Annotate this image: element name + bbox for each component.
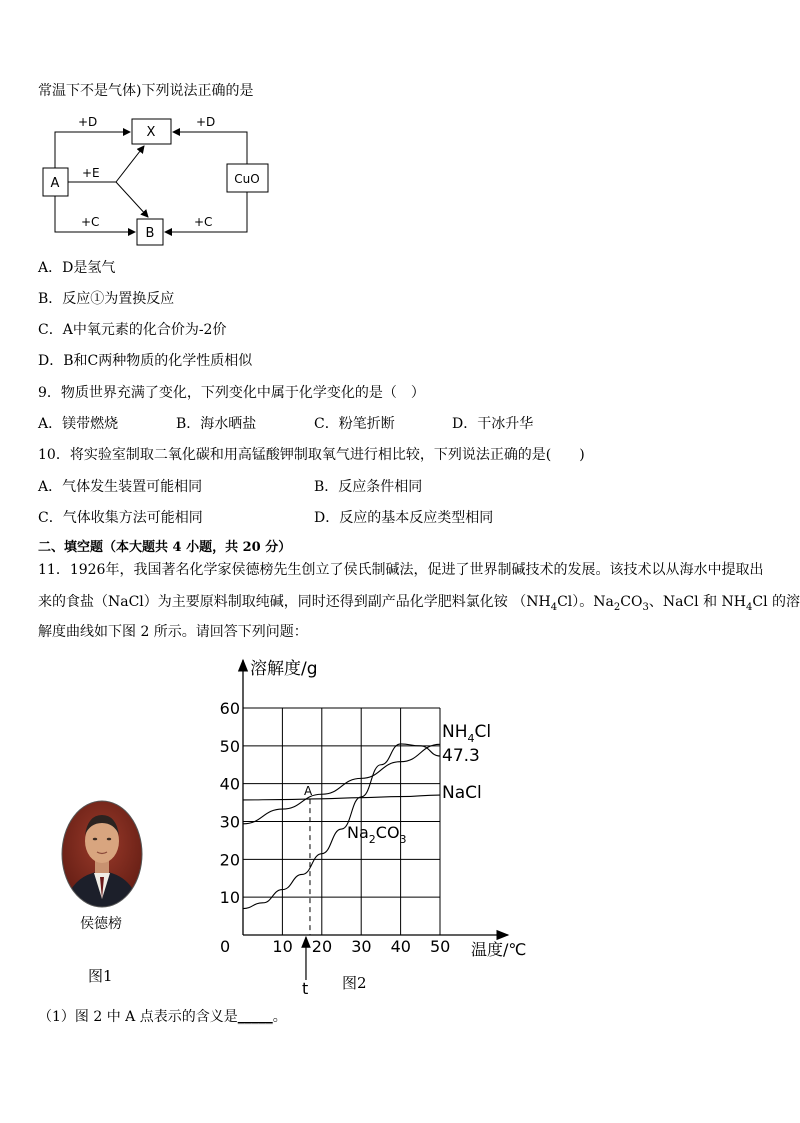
x-tick-label: 20 xyxy=(311,937,333,956)
q10-option-b: B．反应条件相同 xyxy=(314,479,423,495)
q11-1-blank[interactable]: _____ xyxy=(237,1009,273,1025)
q11-line-2 xyxy=(38,593,800,617)
series-line-nacl xyxy=(243,795,440,800)
q11-sub-3: 3 xyxy=(642,601,649,613)
y-tick-label: 10 xyxy=(219,888,240,908)
node-x-label: X xyxy=(146,125,156,140)
q9-option-d: D．干冰升华 xyxy=(452,416,534,432)
q11-line-2-e: Cl 的溶 xyxy=(752,594,800,610)
x-tick-label: 30 xyxy=(351,937,372,956)
y-tick-label: 50 xyxy=(219,736,240,756)
x-tick-label: 40 xyxy=(390,937,411,956)
series-label-na2co3: $Na_2CO_3$ xyxy=(347,823,407,846)
q11-line-2-c: CO xyxy=(620,594,643,610)
series-line-na2co3 xyxy=(243,744,440,909)
q11-1-text: （1）图 2 中 A 点表示的含义是 xyxy=(38,1009,238,1025)
x-tick-label: 10 xyxy=(272,937,293,956)
q9-option-b: B．海水晒盐 xyxy=(176,416,257,432)
q8-option-d: D．B和C两种物质的化学性质相似 xyxy=(38,353,253,369)
chart-ticks xyxy=(220,699,451,956)
q9-option-a: A．镁带燃烧 xyxy=(38,416,119,432)
q8-option-c: C．A中氧元素的化合价为-2价 xyxy=(38,322,227,338)
point-a-label: A xyxy=(303,784,313,799)
section-2-title: 二、填空题（本大题共 4 小题，共 20 分） xyxy=(38,540,292,555)
portrait-figure xyxy=(60,799,144,909)
y-tick-label: 30 xyxy=(219,812,240,832)
q11-sub-question-1 xyxy=(38,1008,287,1026)
edge-e-x xyxy=(116,146,144,182)
series-label-nacl: NaCl xyxy=(442,783,482,803)
q9-option-c: C．粉笔折断 xyxy=(314,416,395,432)
x-axis-label: 温度/℃ xyxy=(471,940,527,959)
figure-1-caption: 图1 xyxy=(88,967,113,985)
series-label-nh4cl: $NH_4Cl$ xyxy=(442,722,492,745)
reaction-diagram xyxy=(36,110,286,255)
edge-a-x-label: +D xyxy=(78,115,98,129)
edge-a-e-label: +E xyxy=(82,166,100,180)
q10-option-c: C．气体收集方法可能相同 xyxy=(38,510,203,526)
q11-line-2-a: 来的食盐（NaCl）为主要原料制取纯碱，同时还得到副产品化学肥料氯化铵 （NH xyxy=(38,594,551,610)
edge-e-b xyxy=(116,182,148,217)
y-tick-label: 20 xyxy=(219,850,240,870)
chart-series xyxy=(243,744,440,909)
x-tick-label: 50 xyxy=(430,937,451,956)
edge-cuo-x-label: +D xyxy=(196,115,216,129)
q11-sub-4: 4 xyxy=(745,601,753,613)
node-cuo-label: CuO xyxy=(234,172,260,186)
q8-option-b: B．反应①为置换反应 xyxy=(38,291,175,307)
node-a-label: A xyxy=(50,176,60,191)
y-tick-label: 40 xyxy=(219,774,240,794)
q10-option-a: A．气体发生装置可能相同 xyxy=(38,479,203,495)
y-tick-label: 60 xyxy=(219,699,240,718)
t-label: t xyxy=(301,979,309,998)
y-axis-label: 溶解度/g xyxy=(250,659,318,679)
edge-cuo-x xyxy=(173,132,247,164)
chart-grid xyxy=(243,708,440,935)
q8-option-a: A．D是氢气 xyxy=(38,260,116,276)
intro-line: 常温下不是气体)下列说法正确的是 xyxy=(38,83,254,99)
q11-line-2-b: Cl）。Na xyxy=(557,594,614,610)
q10-stem: 10．将实验室制取二氧化碳和用高锰酸钾制取氧气进行相比较，下列说法正确的是( ) xyxy=(38,447,585,463)
q11-1-end: 。 xyxy=(272,1009,287,1025)
origin-label: 0 xyxy=(220,937,231,956)
node-b-label: B xyxy=(145,226,155,241)
q9-stem: 9．物质世界充满了变化，下列变化中属于化学变化的是（ ） xyxy=(38,385,425,401)
q11-sub-1: 4 xyxy=(550,601,558,613)
edge-cuo-b-label: +C xyxy=(194,215,213,229)
q11-line-2-d: 、NaCl 和 NH xyxy=(648,594,746,610)
figure-2-caption: 图2 xyxy=(342,974,367,992)
edge-a-x xyxy=(55,132,130,168)
q11-sub-2: 2 xyxy=(613,601,621,613)
annotation-47-3: 47.3 xyxy=(442,746,480,766)
portrait-name: 侯德榜 xyxy=(80,916,122,932)
q10-option-d: D．反应的基本反应类型相同 xyxy=(314,510,494,526)
q11-line-1: 11．1926年，我国著名化学家侯德榜先生创立了侯氏制碱法，促进了世界制碱技术的发展。该技术以从海水中提取出 xyxy=(38,562,764,578)
solubility-chart xyxy=(200,650,540,1000)
q11-line-3: 解度曲线如下图 2 所示。请回答下列问题： xyxy=(38,624,308,640)
edge-a-b-label: +C xyxy=(81,215,100,229)
